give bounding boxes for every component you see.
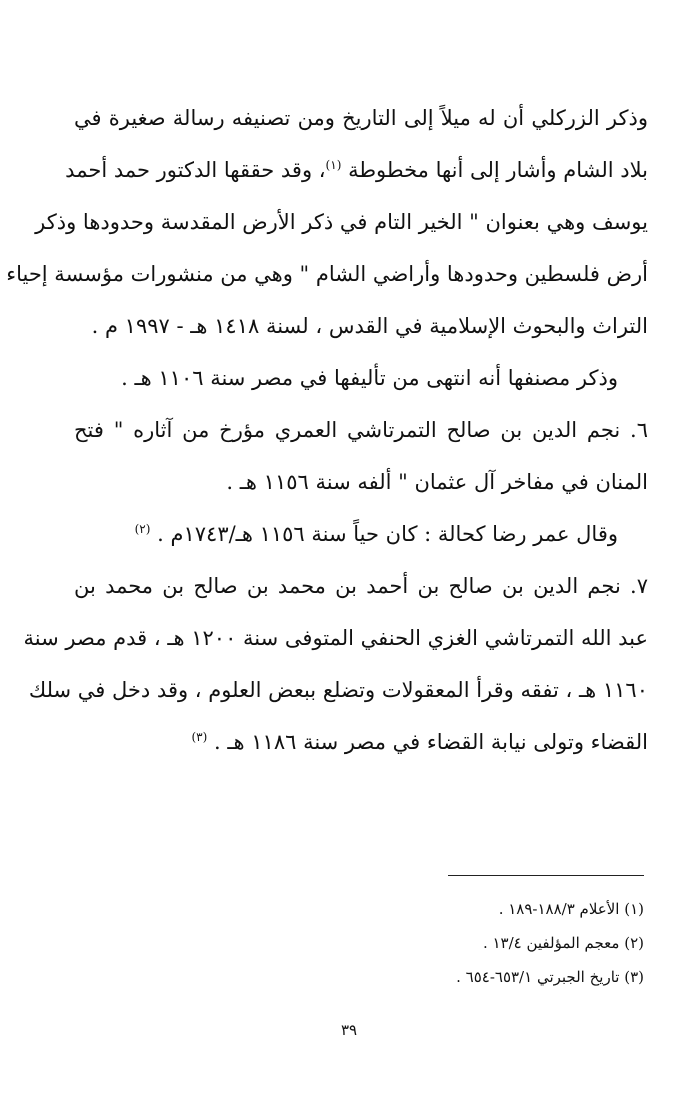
footnote-reference-2: (٢) — [134, 522, 151, 536]
body-text — [6, 92, 648, 768]
footnote-reference-3: (٣) — [191, 730, 208, 744]
text-line — [74, 508, 648, 560]
text-segment: ، وقد حققها الدكتور حمد أحمد — [65, 158, 326, 182]
page-number: ٣٩ — [340, 1021, 358, 1039]
footnote-divider — [448, 875, 644, 876]
text-segment: بلاد الشام وأشار إلى أنها مخطوطة — [348, 158, 648, 182]
footnote-3: (٣) تاريخ الجبرتي ٦٥٣/١-٦٥٤ . — [456, 968, 644, 986]
text-segment: القضاء وتولى نيابة القضاء في مصر سنة ١١٨٦ هـ . — [214, 730, 648, 754]
text-line: أرض فلسطين وحدودها وأراضي الشام " وهي من منشورات مؤسسة إحياء — [6, 262, 648, 286]
text-line: عبد الله التمرتاشي الغزي الحنفي المتوفى سنة ١٢٠٠ هـ ، قدم مصر سنة — [23, 626, 648, 650]
text-line: ١١٦٠ هـ ، تفقه وقرأ المعقولات وتضلع ببعض العلوم ، وقد دخل في سلك — [28, 678, 648, 702]
footnote-2: (٢) معجم المؤلفين ١٣/٤ . — [482, 934, 644, 952]
list-item-7-line: ٧. نجم الدين بن صالح بن أحمد بن محمد بن صالح بن محمد بن — [74, 574, 648, 598]
text-line — [65, 144, 648, 196]
footnotes — [300, 892, 644, 994]
footnote-1: (١) الأعلام ١٨٨/٣-١٨٩ . — [498, 900, 644, 918]
text-line: وذكر مصنفها أنه انتهى من تأليفها في مصر سنة ١١٠٦ هـ . — [121, 366, 618, 390]
list-item-6-line: ٦. نجم الدين بن صالح التمرتاشي العمري مؤرخ من آثاره " فتح — [74, 418, 648, 442]
text-line: المنان في مفاخر آل عثمان " ألفه سنة ١١٥٦ هـ . — [226, 470, 648, 494]
text-line: التراث والبحوث الإسلامية في القدس ، لسنة ١٤١٨ هـ - ١٩٩٧ م . — [91, 314, 648, 338]
footnote-reference-1: (١) — [325, 158, 342, 172]
text-segment: وقال عمر رضا كحالة : كان حياً سنة ١١٥٦ هـ/١٧٤٣م . — [157, 522, 618, 546]
text-line — [74, 716, 648, 768]
text-line: وذكر الزركلي أن له ميلاً إلى التاريخ ومن تصنيفه رسالة صغيرة في — [74, 106, 648, 130]
text-line: يوسف وهي بعنوان " الخير التام في ذكر الأرض المقدسة وحدودها وذكر — [35, 210, 648, 234]
